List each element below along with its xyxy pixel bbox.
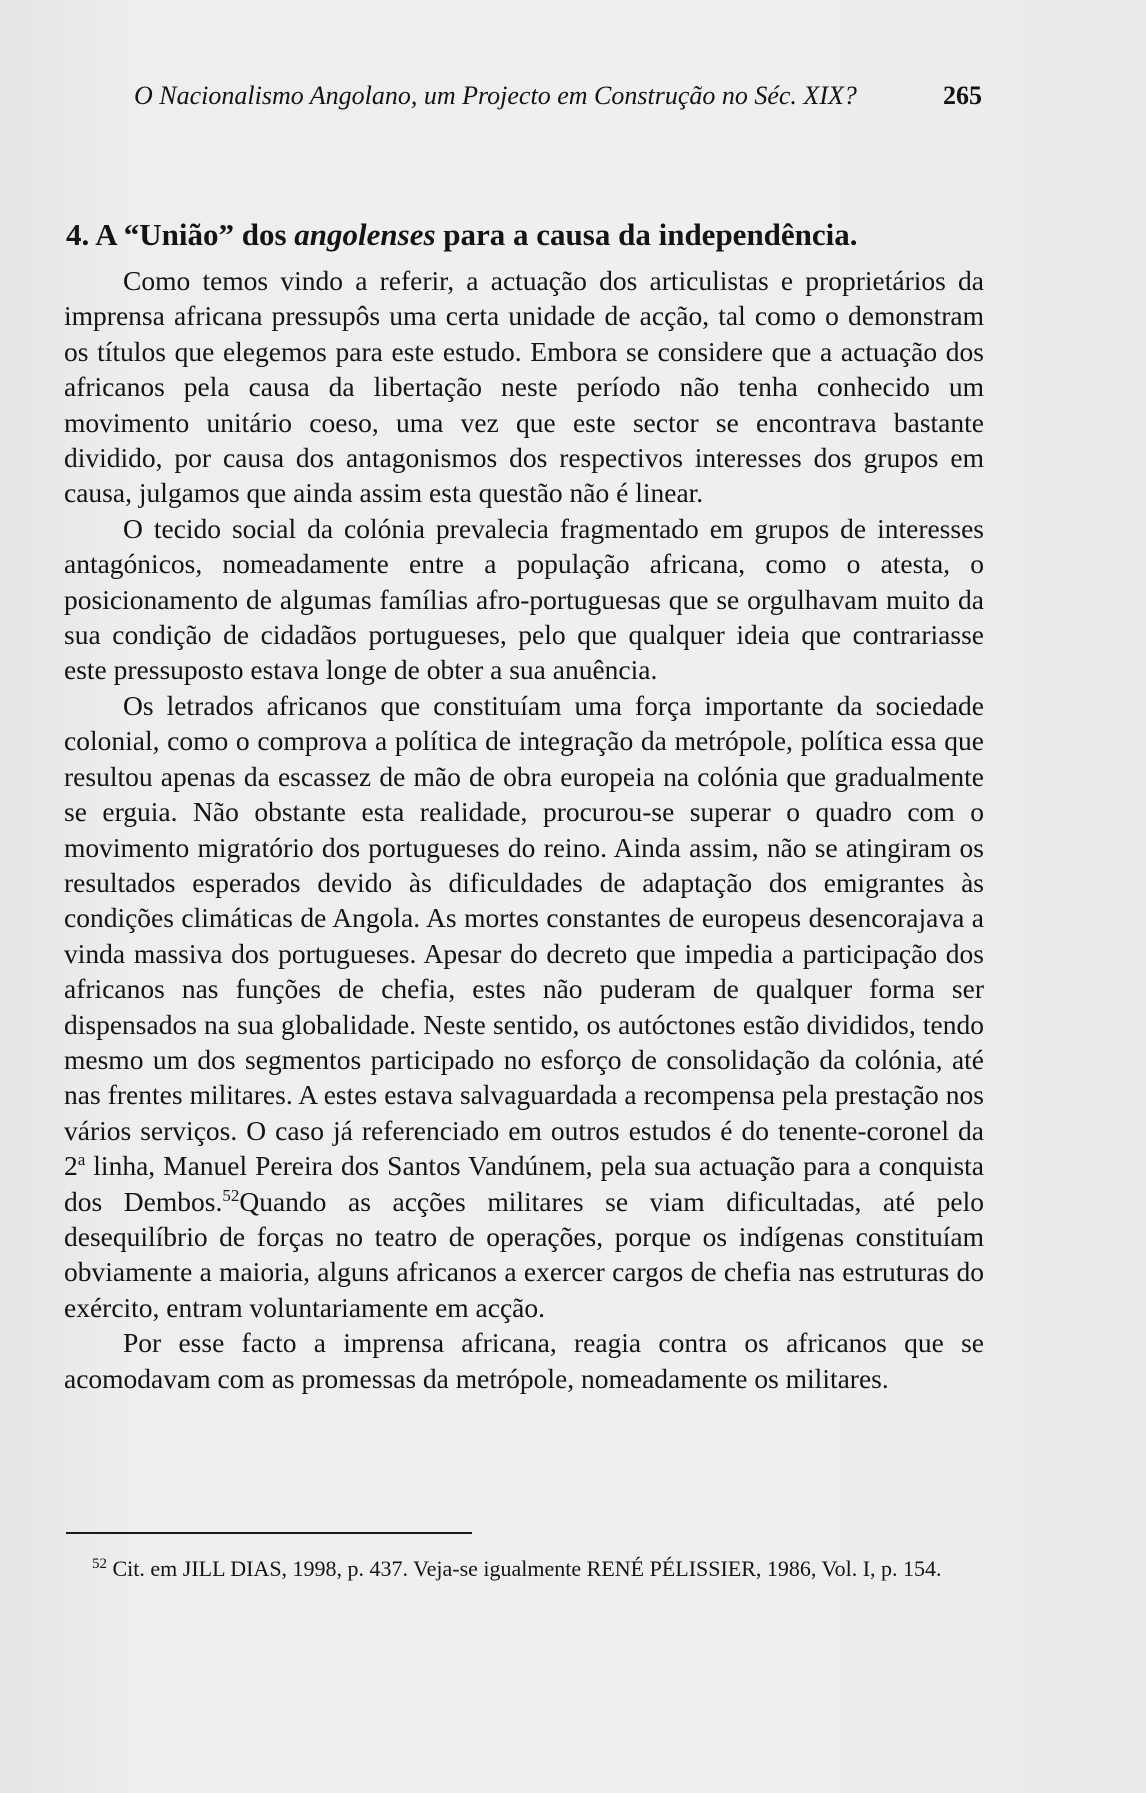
footnote-text: Cit. em JILL DIAS, 1998, p. 437. Veja-se igualmente RENÉ PÉLISSIER, 1986, Vol. I, p. 154.: [107, 1556, 942, 1581]
heading-italic: angolenses: [294, 217, 436, 252]
paragraph-3-part-b: linha, Manuel Pereira dos Santos Vandúnem, pela sua actuação para a conquista dos Dembos.: [64, 1150, 984, 1217]
page-number: 265: [943, 81, 982, 110]
paragraph-1: Como temos vindo a referir, a actuação dos articulistas e proprietários da imprensa africana pressupôs uma certa unidade de acção, tal como o demonstram os títulos que elegemos para este estudo. Embora se considere que a actuação dos africanos pela causa da libertação neste período não tenha conhecido um movimento unitário coeso, uma vez que este sector se encontrava bastante dividido, por causa dos antagonismos dos respectivos interesses dos grupos em causa, julgamos que ainda assim esta questão não é linear.: [64, 265, 984, 509]
paragraph-4: Por esse facto a imprensa africana, reagia contra os africanos que se acomodavam com as promessas da metrópole, nomeadamente os militares.: [64, 1327, 984, 1394]
ordinal-indicator: a: [77, 1149, 86, 1169]
section-heading: [66, 215, 986, 255]
body-text: [64, 263, 984, 1396]
heading-mid: dos: [233, 217, 295, 252]
footnote-divider: [66, 1532, 472, 1534]
paragraph-3-part-c: Quando as acções militares se viam dificultadas, até pelo desequilíbrio de forças no teatro de operações, porque os indígenas constituíam obviamente a maioria, alguns africanos a exercer cargos de chefia nas estruturas do exército, entram voluntariamente em acção.: [64, 1185, 984, 1323]
footnote-reference[interactable]: 52: [222, 1185, 240, 1205]
footnote: [66, 1553, 984, 1585]
paragraph-3: [64, 688, 984, 1325]
paragraph-3-part-a: Os letrados africanos que constituíam uma força importante da sociedade colonial, como o comprova a política de integração da metrópole, política essa que resultou apenas da escassez de mão de obra europeia na colónia que gradualmente se erguia. Não obstante esta realidade, procurou-se superar o quadro com o movimento migratório dos portugueses do reino. Ainda assim, não se atingiram os resultados esperados devido às dificuldades de adaptação dos emigrantes às condições climáticas de Angola. As mortes constantes de europeus desencorajava a vinda massiva dos portugueses. Apesar do decreto que impedia a participação dos africanos nas funções de chefia, estes não puderam de qualquer forma ser dispensados na sua globalidade. Neste sentido, os autóctones estão divididos, tendo mesmo um dos segmentos participado no esforço de consolidação da colónia, até nas frentes militares. A estes estava salvaguardada a recompensa pela prestação nos vários serviços. O caso já referenciado em outros estudos é do tenente-coronel da 2: [64, 689, 984, 1182]
heading-end: para a causa da independência.: [435, 217, 858, 252]
heading-quote: “União”: [123, 217, 234, 252]
heading-number: 4. A: [66, 217, 124, 252]
running-title: O Nacionalismo Angolano, um Projecto em Construção no Séc. XIX?: [134, 81, 857, 110]
footnote-marker: 52: [92, 1555, 107, 1572]
paragraph-2: O tecido social da colónia prevalecia fragmentado em grupos de interesses antagónicos, nomeadamente entre a população africana, como o atesta, o posicionamento de algumas famílias afro-portuguesas que se orgulhavam muito da sua condição de cidadãos portugueses, pelo que qualquer ideia que contrariasse este pressuposto estava longe de obter a sua anuência.: [64, 512, 984, 686]
running-header: [134, 78, 984, 114]
